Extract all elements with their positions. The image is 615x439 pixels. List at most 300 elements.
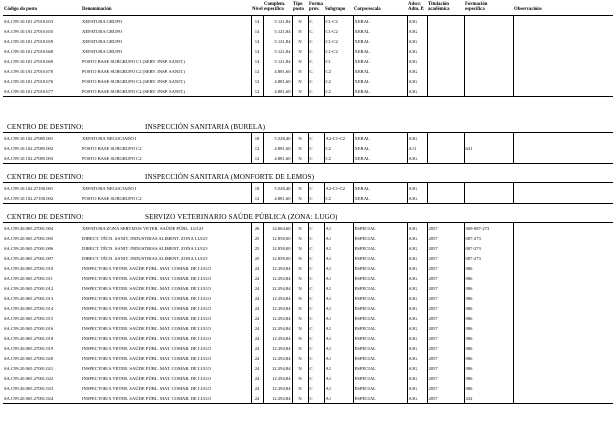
cell-titulacion: 2057: [427, 303, 464, 313]
cell-tipo: N: [292, 133, 308, 144]
cell-complemento: 5.121,84: [263, 16, 292, 27]
cell-tipo: N: [292, 86, 308, 97]
cell-denominacion: INSPECTOR/A VETER. SAÚDE PÚBL. MAT. COMAR. DE LUGO: [82, 275, 211, 281]
cell-tipo: N: [292, 343, 308, 353]
cell-forma: C: [308, 66, 324, 76]
cell-codigo: SA.C99.10.102.27085.001: [3, 133, 81, 144]
cell-corpo: XERAL: [353, 66, 407, 76]
cell-subgrupo: A1: [324, 253, 353, 263]
cell-titulacion: 2057: [427, 273, 464, 283]
cell-denominacion: XEFATURA GRUPO: [82, 48, 123, 54]
cell-complemento: 12.294,84: [263, 323, 292, 333]
cell-codigo: SA.C99.20.065.27001.013: [4, 295, 54, 301]
cell-observacions: [513, 313, 613, 323]
cell-codigo: SA.C99.10.101.27010.655: [4, 28, 54, 34]
cell-observacions: [513, 383, 613, 393]
table-row: [3, 143, 613, 153]
table-row: [3, 293, 613, 303]
cell-complemento: 12.294,84: [263, 383, 292, 393]
cell-adscr: A3G: [407, 76, 427, 86]
cell-adscr: A3G: [407, 66, 427, 76]
cell-formacion: 086: [464, 333, 513, 343]
cell-subgrupo: A1: [324, 383, 353, 393]
cell-titulacion: [427, 26, 464, 36]
cell-denominacion: DIRECT. TÉCN. SANIT. INDUSTRIAS ALIMENT. ZONA LUGO: [82, 245, 208, 251]
cell-tipo: N: [292, 36, 308, 46]
cell-subgrupo: C2: [324, 153, 353, 164]
cell-tipo: N: [292, 193, 308, 204]
cell-nivel: 25: [251, 233, 263, 243]
cell-corpo: ESPECIAL: [353, 353, 407, 363]
cell-denominacion: POSTO BASE SUBGRUPO C2: [82, 145, 142, 151]
cell-denominacion: INSPECTOR/A VETER. SAÚDE PÚBL. MAT. COMAR. DE LUGO: [82, 345, 211, 351]
cell-complemento: 12.858,00: [263, 233, 292, 243]
table-row: [3, 273, 613, 283]
col-titulacion: Titulación académica: [428, 2, 450, 12]
cell-adscr: A3G: [407, 373, 427, 383]
cell-forma: C: [308, 223, 324, 234]
cell-forma: C: [308, 16, 324, 27]
cell-formacion: [464, 183, 513, 194]
cell-titulacion: 2057: [427, 333, 464, 343]
cell-observacions: [513, 333, 613, 343]
cell-corpo: XERAL: [353, 16, 407, 27]
cell-corpo: ESPECIAL: [353, 363, 407, 373]
table-row: [3, 343, 613, 353]
cell-observacions: [513, 46, 613, 56]
cell-subgrupo: A1: [324, 243, 353, 253]
cell-adscr: A3G: [407, 46, 427, 56]
centre-name: SERVIZO VETERINARIO SAÚDE PÚBLICA (ZONA: LUGO): [145, 213, 338, 221]
cell-codigo: SA.C99.20.065.27001.023: [4, 385, 54, 391]
cell-titulacion: 2057: [427, 283, 464, 293]
cell-denominacion: INSPECTOR/A VETER. SAÚDE PÚBL. MAT. COMAR. DE LUGO: [82, 365, 211, 371]
cell-tipo: N: [292, 46, 308, 56]
cell-complemento: 4.881,60: [263, 153, 292, 164]
cell-forma: C: [308, 133, 324, 144]
cell-subgrupo: C1: [324, 56, 353, 66]
cell-denominacion: INSPECTOR/A VETER. SAÚDE PÚBL. MAT. COMAR. DE LUGO: [82, 375, 211, 381]
cell-corpo: ESPECIAL: [353, 243, 407, 253]
cell-formacion: [464, 76, 513, 86]
cell-denominacion: POSTO BASE SUBGRUPO C2 (SERV. INSP. SANIT.): [82, 68, 185, 74]
cell-complemento: 4.881,60: [263, 193, 292, 204]
cell-denominacion: POSTO BASE SUBGRUPO C1 (SERV. INSP. SANIT.): [82, 58, 185, 64]
cell-formacion: 086: [464, 343, 513, 353]
cell-corpo: ESPECIAL: [353, 263, 407, 273]
cell-adscr: A3G: [407, 283, 427, 293]
cell-corpo: XERAL: [353, 26, 407, 36]
cell-complemento: 4.881,60: [263, 86, 292, 97]
cell-denominacion: INSPECTOR/A VETER. SAÚDE PÚBL. MAT. COMAR. DE LUGO: [82, 295, 211, 301]
cell-nivel: 12: [251, 153, 263, 164]
cell-denominacion: XEFATURA ZONA SERVIZOS VETER. SAÚDE PÚBL. LUGO: [81, 223, 251, 234]
cell-nivel: 12: [251, 193, 263, 204]
cell-corpo: XERAL: [353, 46, 407, 56]
cell-adscr: A3G: [407, 333, 427, 343]
col-adscr: Adscr. Adm. P.: [408, 2, 425, 12]
cell-forma: C: [308, 36, 324, 46]
cell-forma: C: [308, 383, 324, 393]
cell-titulacion: [427, 56, 464, 66]
col-denominacion: Denominación: [82, 7, 112, 12]
cell-tipo: N: [292, 393, 308, 404]
cell-complemento: 12.294,84: [263, 313, 292, 323]
cell-forma: C: [308, 46, 324, 56]
cell-adscr: A3G: [407, 263, 427, 273]
cell-forma: C: [308, 233, 324, 243]
cell-tipo: N: [292, 263, 308, 273]
cell-nivel: 12: [251, 66, 263, 76]
cell-corpo: XERAL: [353, 183, 407, 194]
cell-nivel: 24: [251, 363, 263, 373]
cell-nivel: 24: [251, 353, 263, 363]
cell-adscr: A3G: [407, 313, 427, 323]
cell-corpo: ESPECIAL: [353, 383, 407, 393]
cell-tipo: N: [292, 303, 308, 313]
cell-forma: C: [308, 363, 324, 373]
cell-nivel: 24: [251, 263, 263, 273]
cell-nivel: 24: [251, 393, 263, 404]
cell-forma: C: [308, 343, 324, 353]
table-row: [3, 223, 613, 234]
table-block-2: [3, 132, 613, 164]
cell-codigo: SA.C99.20.065.27001.024: [3, 393, 81, 404]
cell-codigo: SA.C99.10.102.27100.002: [3, 193, 81, 204]
cell-titulacion: [427, 153, 464, 164]
cell-codigo: SA.C99.10.102.27085.002: [4, 145, 54, 151]
cell-adscr: A3G: [407, 193, 427, 204]
cell-subgrupo: A1: [324, 333, 353, 343]
table-row: [3, 16, 613, 27]
cell-complemento: 5.121,84: [263, 46, 292, 56]
col-subgrupo: Subgrupo: [325, 7, 346, 12]
col-forma: Forma prov.: [309, 2, 323, 12]
cell-adscr: A11: [407, 143, 427, 153]
cell-codigo: SA.C99.20.065.27001.021: [4, 365, 54, 371]
cell-complemento: 5.121,84: [263, 56, 292, 66]
cell-denominacion: INSPECTOR/A VETER. SAÚDE PÚBL. MAT. COMAR. DE LUGO: [82, 355, 211, 361]
table-row: [3, 56, 613, 66]
cell-nivel: 24: [251, 373, 263, 383]
cell-formacion: 432: [464, 393, 513, 404]
cell-forma: C: [308, 313, 324, 323]
cell-codigo: SA.C99.10.101.27010.669: [4, 58, 54, 64]
cell-formacion: [464, 86, 513, 97]
cell-forma: C: [308, 153, 324, 164]
cell-forma: C: [308, 183, 324, 194]
table-block-4: [3, 222, 613, 404]
cell-formacion: 086: [464, 303, 513, 313]
cell-subgrupo: A1: [324, 233, 353, 243]
cell-complemento: 12.294,84: [263, 343, 292, 353]
cell-codigo: SA.C99.20.065.27001.011: [4, 275, 53, 281]
cell-codigo: SA.C99.20.065.27001.005: [4, 235, 54, 241]
cell-observacions: [513, 86, 613, 97]
cell-forma: C: [308, 283, 324, 293]
cell-formacion: 086: [464, 283, 513, 293]
cell-forma: C: [308, 333, 324, 343]
cell-nivel: 18: [251, 183, 263, 194]
cell-codigo: SA.C99.10.101.27010.659: [4, 38, 54, 44]
cell-denominacion: INSPECTOR/A VETER. SAÚDE PÚBL. MAT. COMAR. DE LUGO: [82, 335, 211, 341]
cell-complemento: 4.881,60: [263, 76, 292, 86]
cell-adscr: A3G: [407, 153, 427, 164]
cell-nivel: 24: [251, 303, 263, 313]
cell-titulacion: 2057: [427, 313, 464, 323]
cell-codigo: SA.C99.10.101.27010.670: [4, 68, 54, 74]
cell-subgrupo: C2: [324, 193, 353, 204]
cell-observacions: [513, 16, 613, 27]
cell-adscr: A3G: [407, 303, 427, 313]
cell-observacions: [513, 283, 613, 293]
cell-subgrupo: A2-C1-C2: [324, 133, 353, 144]
cell-corpo: XERAL: [353, 133, 407, 144]
cell-adscr: A3G: [407, 293, 427, 303]
cell-subgrupo: A1: [324, 273, 353, 283]
cell-titulacion: 2057: [427, 353, 464, 363]
cell-nivel: 24: [251, 333, 263, 343]
cell-codigo: SA.C99.10.101.27010.653: [3, 16, 81, 27]
cell-adscr: A3G: [407, 36, 427, 46]
cell-titulacion: 2057: [427, 393, 464, 404]
cell-nivel: 24: [251, 323, 263, 333]
centre-title-lugo: [7, 213, 338, 221]
cell-denominacion: XEFATURA NEGOCIADO I: [81, 133, 251, 144]
cell-formacion: 086: [464, 293, 513, 303]
cell-observacions: [513, 363, 613, 373]
cell-forma: C: [308, 393, 324, 404]
cell-tipo: N: [292, 373, 308, 383]
cell-adscr: A3G: [407, 233, 427, 243]
cell-titulacion: 2057: [427, 343, 464, 353]
cell-nivel: 24: [251, 313, 263, 323]
cell-complemento: 12.858,00: [263, 243, 292, 253]
cell-forma: C: [308, 253, 324, 263]
cell-forma: C: [308, 263, 324, 273]
cell-forma: C: [308, 353, 324, 363]
cell-observacions: [513, 343, 613, 353]
cell-codigo: SA.C99.20.065.27001.006: [4, 245, 54, 251]
cell-titulacion: 2057: [427, 253, 464, 263]
cell-formacion: [464, 26, 513, 36]
cell-codigo: SA.C99.20.065.27001.019: [4, 345, 54, 351]
cell-observacions: [513, 353, 613, 363]
centre-title-monforte: [7, 173, 314, 181]
cell-formacion: [464, 66, 513, 76]
col-formacion: Formación específica: [465, 2, 488, 12]
cell-codigo: SA.C99.20.065.27001.015: [4, 315, 54, 321]
cell-subgrupo: A1: [324, 373, 353, 383]
table-row: [3, 66, 613, 76]
cell-tipo: N: [292, 233, 308, 243]
cell-tipo: N: [292, 293, 308, 303]
cell-tipo: N: [292, 313, 308, 323]
cell-titulacion: [427, 193, 464, 204]
cell-denominacion: POSTO BASE SUBGRUPO C2 (SERV. INSP. SANIT.): [81, 86, 251, 97]
cell-denominacion: POSTO BASE SUBGRUPO C2: [81, 193, 251, 204]
cell-tipo: N: [292, 253, 308, 263]
cell-observacions: [513, 56, 613, 66]
cell-subgrupo: A2-C1-C2: [324, 183, 353, 194]
table-row: [3, 353, 613, 363]
cell-adscr: A3G: [407, 16, 427, 27]
cell-subgrupo: C2: [324, 76, 353, 86]
centre-label: CENTRO DE DESTINO:: [7, 173, 84, 181]
cell-tipo: N: [292, 76, 308, 86]
cell-formacion: 086: [464, 363, 513, 373]
table-row: [3, 46, 613, 56]
cell-subgrupo: C1-C2: [324, 26, 353, 36]
centre-label: CENTRO DE DESTINO:: [7, 123, 84, 131]
cell-denominacion: XEFATURA GRUPO: [82, 38, 123, 44]
cell-corpo: XERAL: [353, 86, 407, 97]
cell-observacions: [513, 253, 613, 263]
cell-adscr: A3G: [407, 26, 427, 36]
cell-complemento: 4.881,60: [263, 143, 292, 153]
cell-observacions: [513, 303, 613, 313]
table-row: [3, 86, 613, 97]
cell-complemento: 12.294,84: [263, 263, 292, 273]
col-observacions: Observacións: [514, 7, 542, 12]
cell-denominacion: INSPECTOR/A VETER. SAÚDE PÚBL. MAT. COMAR. DE LUGO: [82, 285, 211, 291]
cell-formacion: 086: [464, 383, 513, 393]
cell-subgrupo: A1: [324, 313, 353, 323]
cell-nivel: 18: [251, 133, 263, 144]
cell-forma: C: [308, 26, 324, 36]
cell-codigo: SA.C99.20.065.27001.010: [4, 265, 54, 271]
cell-complemento: 5.528,40: [263, 183, 292, 194]
cell-tipo: N: [292, 183, 308, 194]
cell-nivel: 25: [251, 253, 263, 263]
table-row: [3, 133, 613, 144]
table-row: [3, 233, 613, 243]
cell-nivel: 24: [251, 293, 263, 303]
cell-codigo: SA.C99.20.065.27001.014: [4, 305, 54, 311]
cell-titulacion: 2057: [427, 293, 464, 303]
cell-subgrupo: C2: [324, 86, 353, 97]
table-row: [3, 36, 613, 46]
table-row: [3, 26, 613, 36]
col-codigo: Código do posto: [4, 7, 38, 12]
cell-codigo: SA.C99.10.101.27010.677: [3, 86, 81, 97]
cell-corpo: ESPECIAL: [353, 323, 407, 333]
cell-adscr: A3G: [407, 223, 427, 234]
cell-denominacion: XEFATURA GRUPO: [82, 28, 123, 34]
table-row: [3, 76, 613, 86]
cell-denominacion: DIRECT. TÉCN. SANIT. INDUSTRIAS ALIMENT. ZONA LUGO: [82, 255, 208, 261]
cell-observacions: [513, 183, 613, 194]
cell-forma: C: [308, 243, 324, 253]
cell-complemento: 12.294,84: [263, 283, 292, 293]
col-corpo: Corpo/escala: [354, 7, 381, 12]
cell-tipo: N: [292, 273, 308, 283]
column-header: [3, 1, 613, 12]
cell-nivel: 26: [251, 223, 263, 234]
cell-formacion: [464, 16, 513, 27]
cell-nivel: 24: [251, 273, 263, 283]
cell-observacions: [513, 193, 613, 204]
cell-denominacion: INSPECTOR/A VETER. SAÚDE PÚBL. MAT. COMAR. DE LUGO: [82, 385, 211, 391]
cell-codigo: SA.C99.20.065.27001.012: [4, 285, 54, 291]
cell-forma: C: [308, 373, 324, 383]
cell-nivel: 24: [251, 343, 263, 353]
cell-complemento: 14.004,60: [263, 223, 292, 234]
cell-complemento: 12.858,00: [263, 253, 292, 263]
cell-codigo: SA.C99.20.065.27001.020: [4, 355, 54, 361]
cell-adscr: A3G: [407, 363, 427, 373]
cell-formacion: 087-273: [464, 253, 513, 263]
cell-forma: C: [308, 293, 324, 303]
table-row: [3, 323, 613, 333]
cell-adscr: A3G: [407, 323, 427, 333]
cell-titulacion: 2057: [427, 243, 464, 253]
cell-denominacion: XEFATURA NEGOCIADO I: [81, 183, 251, 194]
cell-observacions: [513, 133, 613, 144]
cell-nivel: 24: [251, 283, 263, 293]
cell-complemento: 12.294,84: [263, 303, 292, 313]
cell-formacion: 086: [464, 353, 513, 363]
table-row: [3, 363, 613, 373]
cell-complemento: 12.294,84: [263, 353, 292, 363]
cell-observacions: [513, 66, 613, 76]
cell-adscr: A3G: [407, 273, 427, 283]
cell-nivel: 14: [251, 46, 263, 56]
cell-subgrupo: A1: [324, 263, 353, 273]
cell-subgrupo: A1: [324, 293, 353, 303]
cell-adscr: A3G: [407, 56, 427, 66]
table-row: [3, 383, 613, 393]
cell-complemento: 5.121,84: [263, 36, 292, 46]
cell-complemento: 12.294,84: [263, 333, 292, 343]
table-row: [3, 153, 613, 164]
cell-forma: C: [308, 86, 324, 97]
cell-complemento: 12.294,84: [263, 363, 292, 373]
cell-adscr: A3G: [407, 253, 427, 263]
cell-observacions: [513, 323, 613, 333]
cell-formacion: [464, 133, 513, 144]
cell-denominacion: INSPECTOR/A VETER. SAÚDE PÚBL. MAT. COMAR. DE LUGO: [82, 315, 211, 321]
cell-codigo: SA.C99.10.102.27100.001: [3, 183, 81, 194]
cell-formacion: [464, 153, 513, 164]
cell-corpo: XERAL: [353, 36, 407, 46]
table-row: [3, 373, 613, 383]
cell-observacions: [513, 293, 613, 303]
table-row: [3, 243, 613, 253]
cell-forma: C: [308, 143, 324, 153]
cell-titulacion: 2057: [427, 223, 464, 234]
cell-corpo: ESPECIAL: [353, 253, 407, 263]
cell-formacion: 086: [464, 323, 513, 333]
cell-observacions: [513, 36, 613, 46]
cell-corpo: XERAL: [353, 193, 407, 204]
cell-nivel: 12: [251, 76, 263, 86]
cell-formacion: 086: [464, 313, 513, 323]
cell-observacions: [513, 26, 613, 36]
table-row: [3, 253, 613, 263]
cell-adscr: A3G: [407, 86, 427, 97]
cell-titulacion: [427, 86, 464, 97]
cell-adscr: A3G: [407, 393, 427, 404]
cell-corpo: XERAL: [353, 143, 407, 153]
cell-denominacion: INSPECTOR/A VETER. SAÚDE PÚBL. MAT. COMAR. DE LUGO: [82, 305, 211, 311]
table-row: [3, 393, 613, 404]
cell-tipo: N: [292, 66, 308, 76]
cell-codigo: SA.C99.20.065.27001.016: [4, 325, 54, 331]
cell-tipo: N: [292, 283, 308, 293]
cell-titulacion: [427, 183, 464, 194]
cell-subgrupo: A1: [324, 283, 353, 293]
